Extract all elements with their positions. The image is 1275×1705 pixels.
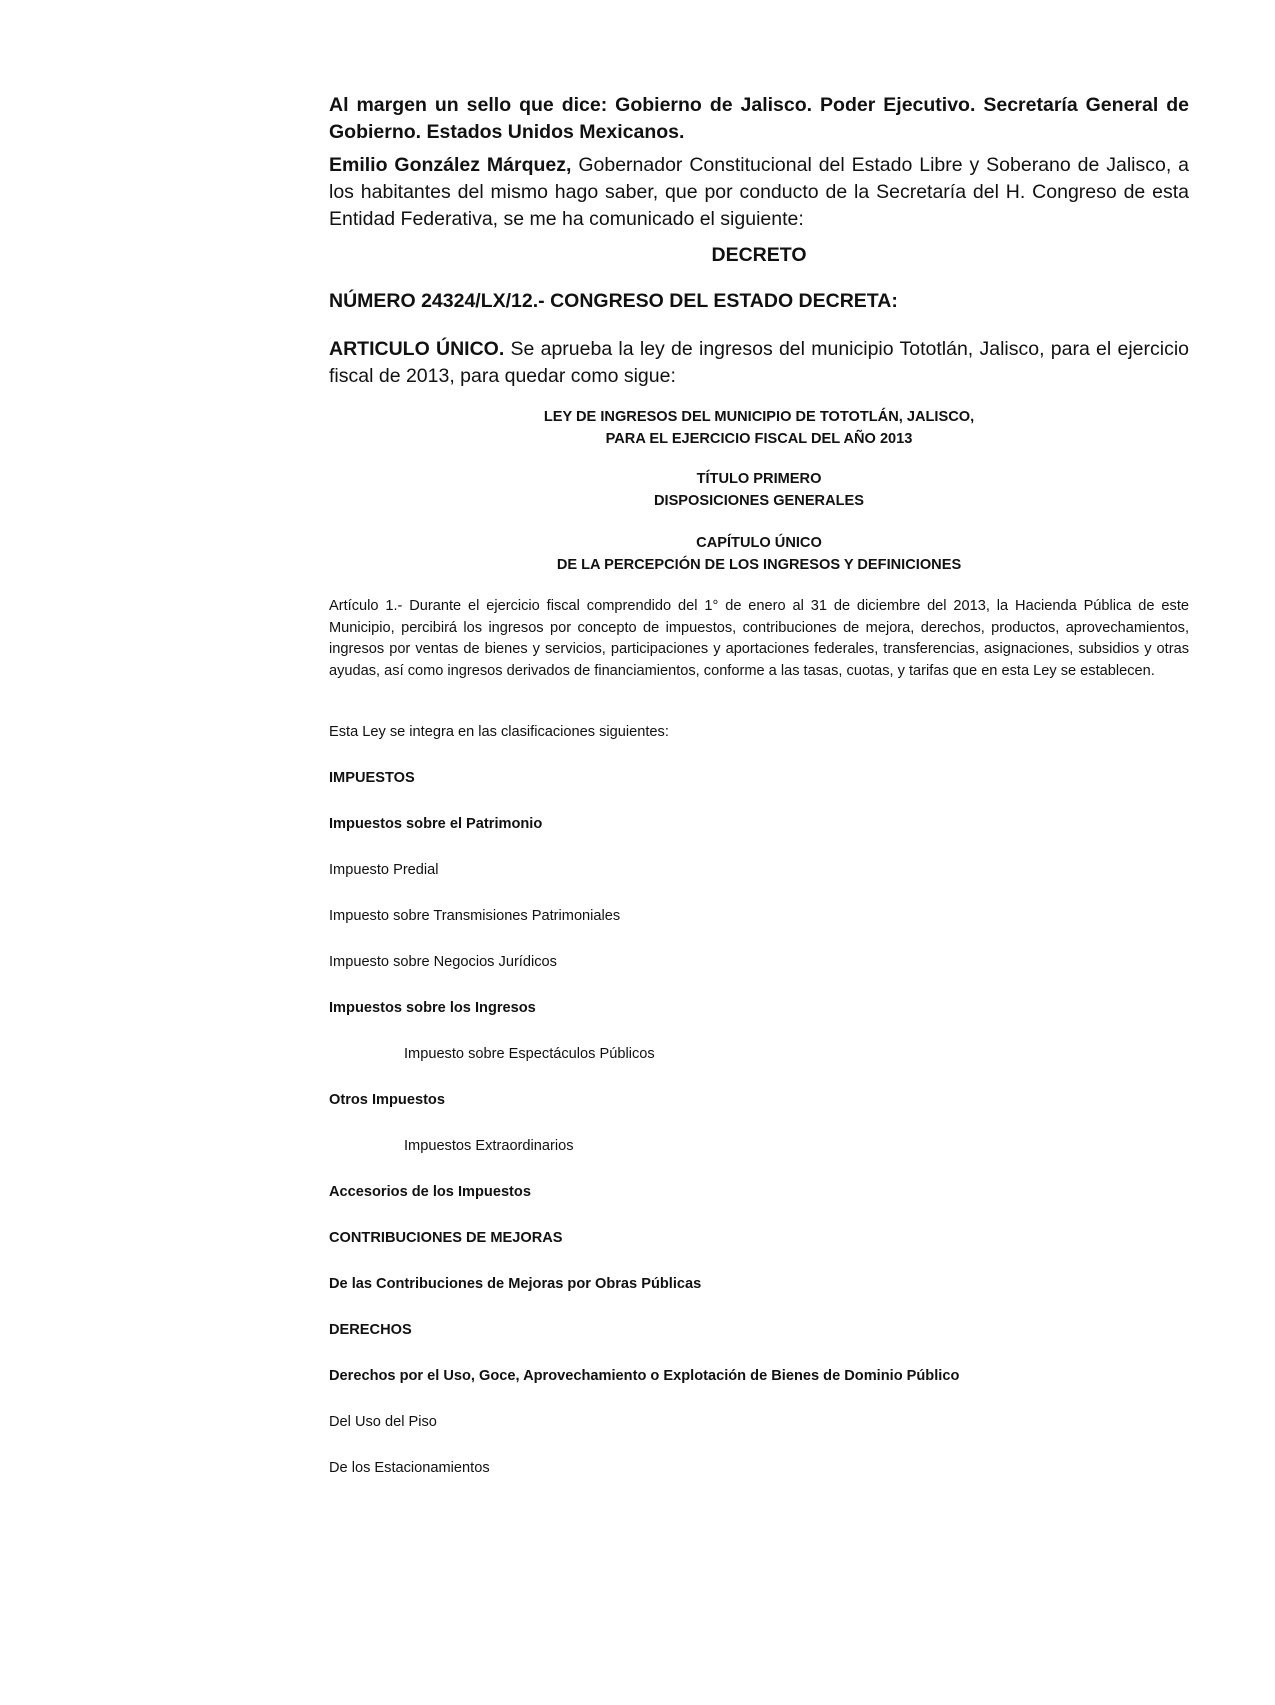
list-item: Impuestos sobre el Patrimonio [329, 816, 543, 832]
law-title-line2: PARA EL EJERCICIO FISCAL DEL AÑO 2013 [605, 431, 913, 447]
margin-note: Al margen un sello que dice: Gobierno de Jalisco. Poder Ejecutivo. Secretaría General de Gobierno. Estados Unidos Mexicanos. [329, 94, 1189, 143]
article-unico-label: ARTICULO ÚNICO. [329, 338, 505, 360]
list-item: Impuesto Predial [329, 862, 439, 878]
list-item: IMPUESTOS [329, 770, 415, 786]
list-item: Del Uso del Piso [329, 1414, 437, 1430]
classification-list [329, 92, 1189, 1492]
list-item: Impuesto sobre Transmisiones Patrimoniales [329, 908, 621, 924]
titulo-line2: DISPOSICIONES GENERALES [653, 493, 865, 509]
titulo-line1: TÍTULO PRIMERO [696, 471, 822, 487]
list-item: Impuesto sobre Espectáculos Públicos [404, 1046, 655, 1062]
governor-name: Emilio González Márquez, [329, 154, 572, 176]
list-item: Impuestos Extraordinarios [404, 1138, 574, 1154]
capitulo-line2: DE LA PERCEPCIÓN DE LOS INGRESOS Y DEFINICIONES [556, 557, 962, 573]
capitulo-line1: CAPÍTULO ÚNICO [696, 535, 822, 551]
law-title-line1: LEY DE INGRESOS DEL MUNICIPIO DE TOTOTLÁN, JALISCO, [543, 409, 975, 425]
list-item: Impuesto sobre Negocios Jurídicos [329, 954, 557, 970]
list-item: Otros Impuestos [329, 1092, 445, 1108]
list-item: DERECHOS [329, 1322, 412, 1338]
article-unico-text: Se aprueba la ley de ingresos del municipio Tototlán, Jalisco, para el ejercicio fiscal de 2013, para quedar como sigue: [329, 338, 1190, 387]
list-item: De los Estacionamientos [329, 1460, 490, 1476]
list-item: Impuestos sobre los Ingresos [329, 1000, 536, 1016]
intro-text: Gobernador Constitucional del Estado Libre y Soberano de Jalisco, a los habitantes del mismo hago saber, que por conducto de la Secretaría del H. Congreso de esta Entidad Federativa, se me ha comunicado el siguiente: [329, 154, 1189, 230]
decree-number: NÚMERO 24324/LX/12.- CONGRESO DEL ESTADO DECRETA: [329, 290, 898, 312]
list-item: De las Contribuciones de Mejoras por Obras Públicas [329, 1276, 702, 1292]
list-item: CONTRIBUCIONES DE MEJORAS [329, 1230, 563, 1246]
list-item: Accesorios de los Impuestos [329, 1184, 531, 1200]
decree-title: DECRETO [711, 244, 807, 266]
integra-text: Esta Ley se integra en las clasificaciones siguientes: [329, 724, 669, 740]
articulo-1: Artículo 1.- Durante el ejercicio fiscal comprendido del 1° de enero al 31 de diciembre del 2013, la Hacienda Pública de este Municipio, percibirá los ingresos por concepto de impuestos, contribuciones de mejora, derechos, productos, aprovechamientos, ingresos por ventas de bienes y servicios, participaciones y aportaciones federales, transferencias, asignaciones, subsidios y otras ayudas, así como ingresos derivados de financiamientos, conforme a las tasas, cuotas, y tarifas que en esta Ley se establecen. [329, 598, 1189, 679]
list-item: Derechos por el Uso, Goce, Aprovechamiento o Explotación de Bienes de Dominio Público [329, 1368, 960, 1384]
